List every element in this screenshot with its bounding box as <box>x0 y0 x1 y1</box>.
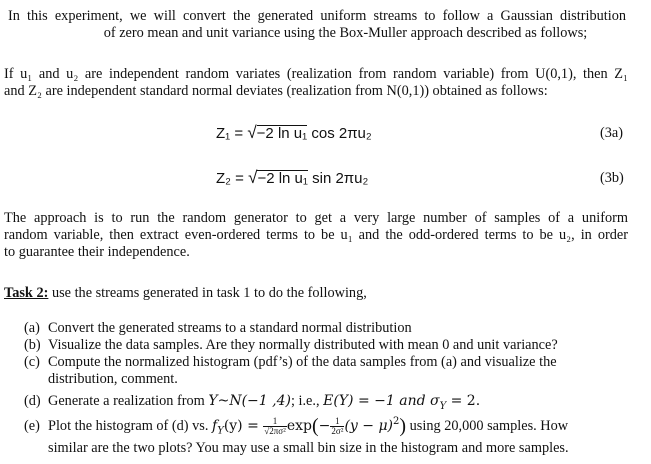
intro-line-1: In this experiment, we will convert the generated uniform streams to follow a Gaussian distribution <box>8 8 626 24</box>
equation-3b: Z₂ = √−2 ln u₁ sin 2πu₂ <box>216 168 369 187</box>
approach-line-3: to guarantee their independence. <box>4 244 190 260</box>
task-heading <box>4 285 367 302</box>
fraction-exponent: $\frac{1}{\text{2σ²}}$ <box>331 416 344 436</box>
list-item-c-continuation: distribution, comment. <box>48 371 178 387</box>
equation-number-3b: (3b) <box>600 170 624 186</box>
task-text: use the streams generated in task 1 to do the following, <box>48 285 367 301</box>
list-item-e-continuation: similar are the two plots? You may use a small bin size in the histogram and more samples. <box>48 440 569 456</box>
equation-3a: Z₁ = √−2 ln u₁ cos 2πu₂ <box>216 123 372 142</box>
task-label: Task 2: <box>4 285 49 301</box>
intro-line-2: of zero mean and unit variance using the Box-Muller approach described as follows; <box>103 25 588 41</box>
fraction-normalizer: $\frac{1}{\text{√2πσ²}}$ <box>264 416 286 436</box>
approach-line-2: random variable, then extract even-ordered terms to be u₁ and the odd-ordered terms to be u₂, in order <box>4 227 628 243</box>
definition-line-1: If u₁ and u₂ are independent random variates (realization from random variable) from U(0,1), then Z₁ <box>4 66 628 82</box>
list-item-e: (e) Plot the histogram of (d) vs. $f_Y(y)$ = $\frac{1}{\text{√2πσ²}}$ exp(− $\frac{1}{\text{2σ²}}$ $(y - \mu)^2$) using 20,000 samples. How <box>24 414 569 437</box>
equation-number-3a: (3a) <box>600 125 624 141</box>
definition-line-2: and Z₂ are independent standard normal deviates (realization from N(0,1)) obtained as follows: <box>4 83 548 99</box>
list-item-b: (b) Visualize the data samples. Are they normally distributed with mean 0 and unit variance? <box>24 337 558 353</box>
list-item-d: (d) Generate a realization from Y~N(−1 ,4); i.e., E(Y) = −1 and $\sigma_Y = 2$. <box>24 393 481 412</box>
list-item-c: (c) Compute the normalized histogram (pdf’s) of the data samples from (a) and visualize the <box>24 354 557 370</box>
list-item-a: (a) Convert the generated streams to a standard normal distribution <box>24 320 412 336</box>
approach-line-1: The approach is to run the random generator to get a very large number of samples of a uniform <box>4 210 628 226</box>
